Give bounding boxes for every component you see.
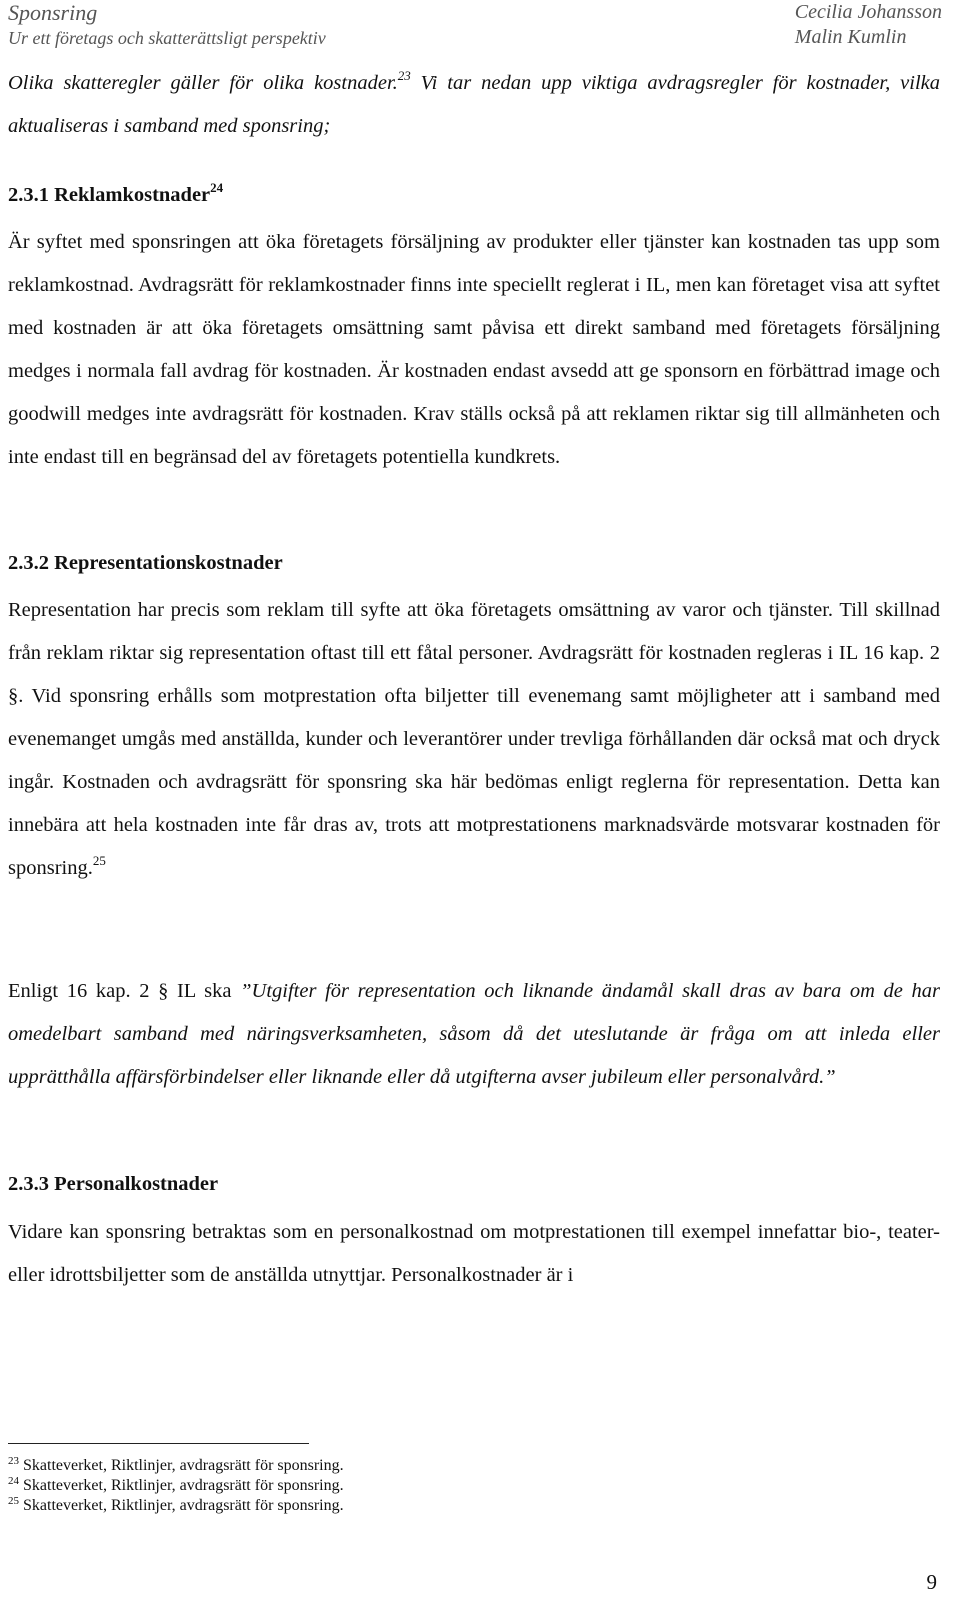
footnote: [8, 1496, 344, 1516]
heading-text: 2.3.3 Personalkostnader: [8, 1173, 219, 1195]
heading-representationskostnader: [8, 542, 283, 585]
footnote-separator: [8, 1443, 309, 1444]
intro-paragraph: [8, 62, 940, 148]
footnotes: [8, 1456, 344, 1516]
footnote-ref-24: 24: [210, 180, 224, 195]
reklam-body: Är syftet med sponsringen att öka företagets försäljning av produkter eller tjänster kan kostnaden tas upp som reklamkostnad. Avdragsrätt för reklamkostnader finns inte speciellt reglerat i IL, men kan företaget visa att syftet med kostnaden är att öka företagets omsättning samt påvisa ett direkt samband med företagets försäljning medges i normala fall avdrag för kostnaden. Är kostnaden endast avsedd att ge sponsorn en förbättrad image och goodwill medges inte avdragsrätt för kostnaden. Krav ställs också på att reklamen riktar sig till allmänheten och inte endast till en begränsad del av företagets potentiella kundkrets.: [8, 231, 940, 468]
footnote-text: Skatteverket, Riktlinjer, avdragsrätt för sponsring.: [23, 1457, 344, 1474]
representation-body: Representation har precis som reklam till syfte att öka företagets omsättning av varor och tjänster. Till skillnad från reklam riktar sig representation oftast till ett fåtal personer. Avdragsrätt för kostnaden regleras i IL 16 kap. 2 §. Vid sponsring erhålls som motprestation ofta biljetter till evenemang samt möjligheter att i samband med evenemanget umgås med anställda, kunder och leverantörer under trevliga förhållanden där också mat och dryck ingår. Kostnaden och avdragsrätt för sponsring ska här bedömas enligt reglerna för representation. Detta kan innebära att hela kostnaden inte får dras av, trots att motprestationens marknadsvärde motsvarar kostnaden för sponsring.: [8, 599, 940, 879]
footnote-number: 23: [8, 1455, 19, 1467]
intro-text-a: Olika skatteregler gäller för olika kostnader.: [8, 72, 398, 94]
header-title: Sponsring: [8, 0, 98, 25]
footnote: [8, 1476, 344, 1496]
intro-text-b: Vi tar nedan upp viktiga avdragsregler för kostnader, vilka aktualiseras i samband med sponsring;: [8, 72, 940, 137]
heading-text: 2.3.2 Representationskostnader: [8, 552, 283, 574]
running-header-right: [795, 0, 942, 50]
quote-paragraph: [8, 970, 940, 1099]
page-number: 9: [926, 1570, 937, 1594]
running-header-left: [8, 0, 326, 50]
footnote-number: 25: [8, 1495, 19, 1507]
header-author-1: Cecilia Johansson: [794, 1, 942, 23]
heading-reklamkostnader: [8, 174, 223, 217]
footnote-text: Skatteverket, Riktlinjer, avdragsrätt för sponsring.: [23, 1477, 344, 1494]
reklam-paragraph: [8, 221, 940, 479]
heading-text: 2.3.1 Reklamkostnader: [8, 184, 211, 206]
header-subtitle: Ur ett företags och skatterättsligt perspektiv: [8, 28, 326, 48]
footnote-ref-25: 25: [92, 853, 106, 868]
footnote: [8, 1456, 344, 1476]
law-quote: ”Utgifter för representation och liknande ändamål skall dras av bara om de har omedelbart samband med näringsverksamheten, såsom då det uteslutande är fråga om att inleda eller upprätthålla affärsförbindelser eller liknande eller då utgifterna avser jubileum eller personalvård.”: [8, 980, 941, 1088]
representation-paragraph: [8, 589, 940, 890]
footnote-number: 24: [8, 1475, 19, 1487]
personal-body: Vidare kan sponsring betraktas som en personalkostnad om motprestationen till exempel innefattar bio-, teater- eller idrottsbiljetter som de anställda utnyttjar. Personalkostnader är i: [8, 1221, 940, 1286]
quote-lead: Enligt 16 kap. 2 § IL ska: [8, 980, 241, 1002]
footnote-ref-23: 23: [397, 68, 411, 83]
header-author-2: Malin Kumlin: [794, 26, 907, 48]
heading-personalkostnader: [8, 1163, 218, 1206]
footnote-text: Skatteverket, Riktlinjer, avdragsrätt för sponsring.: [23, 1497, 344, 1514]
personal-paragraph: [8, 1211, 940, 1297]
